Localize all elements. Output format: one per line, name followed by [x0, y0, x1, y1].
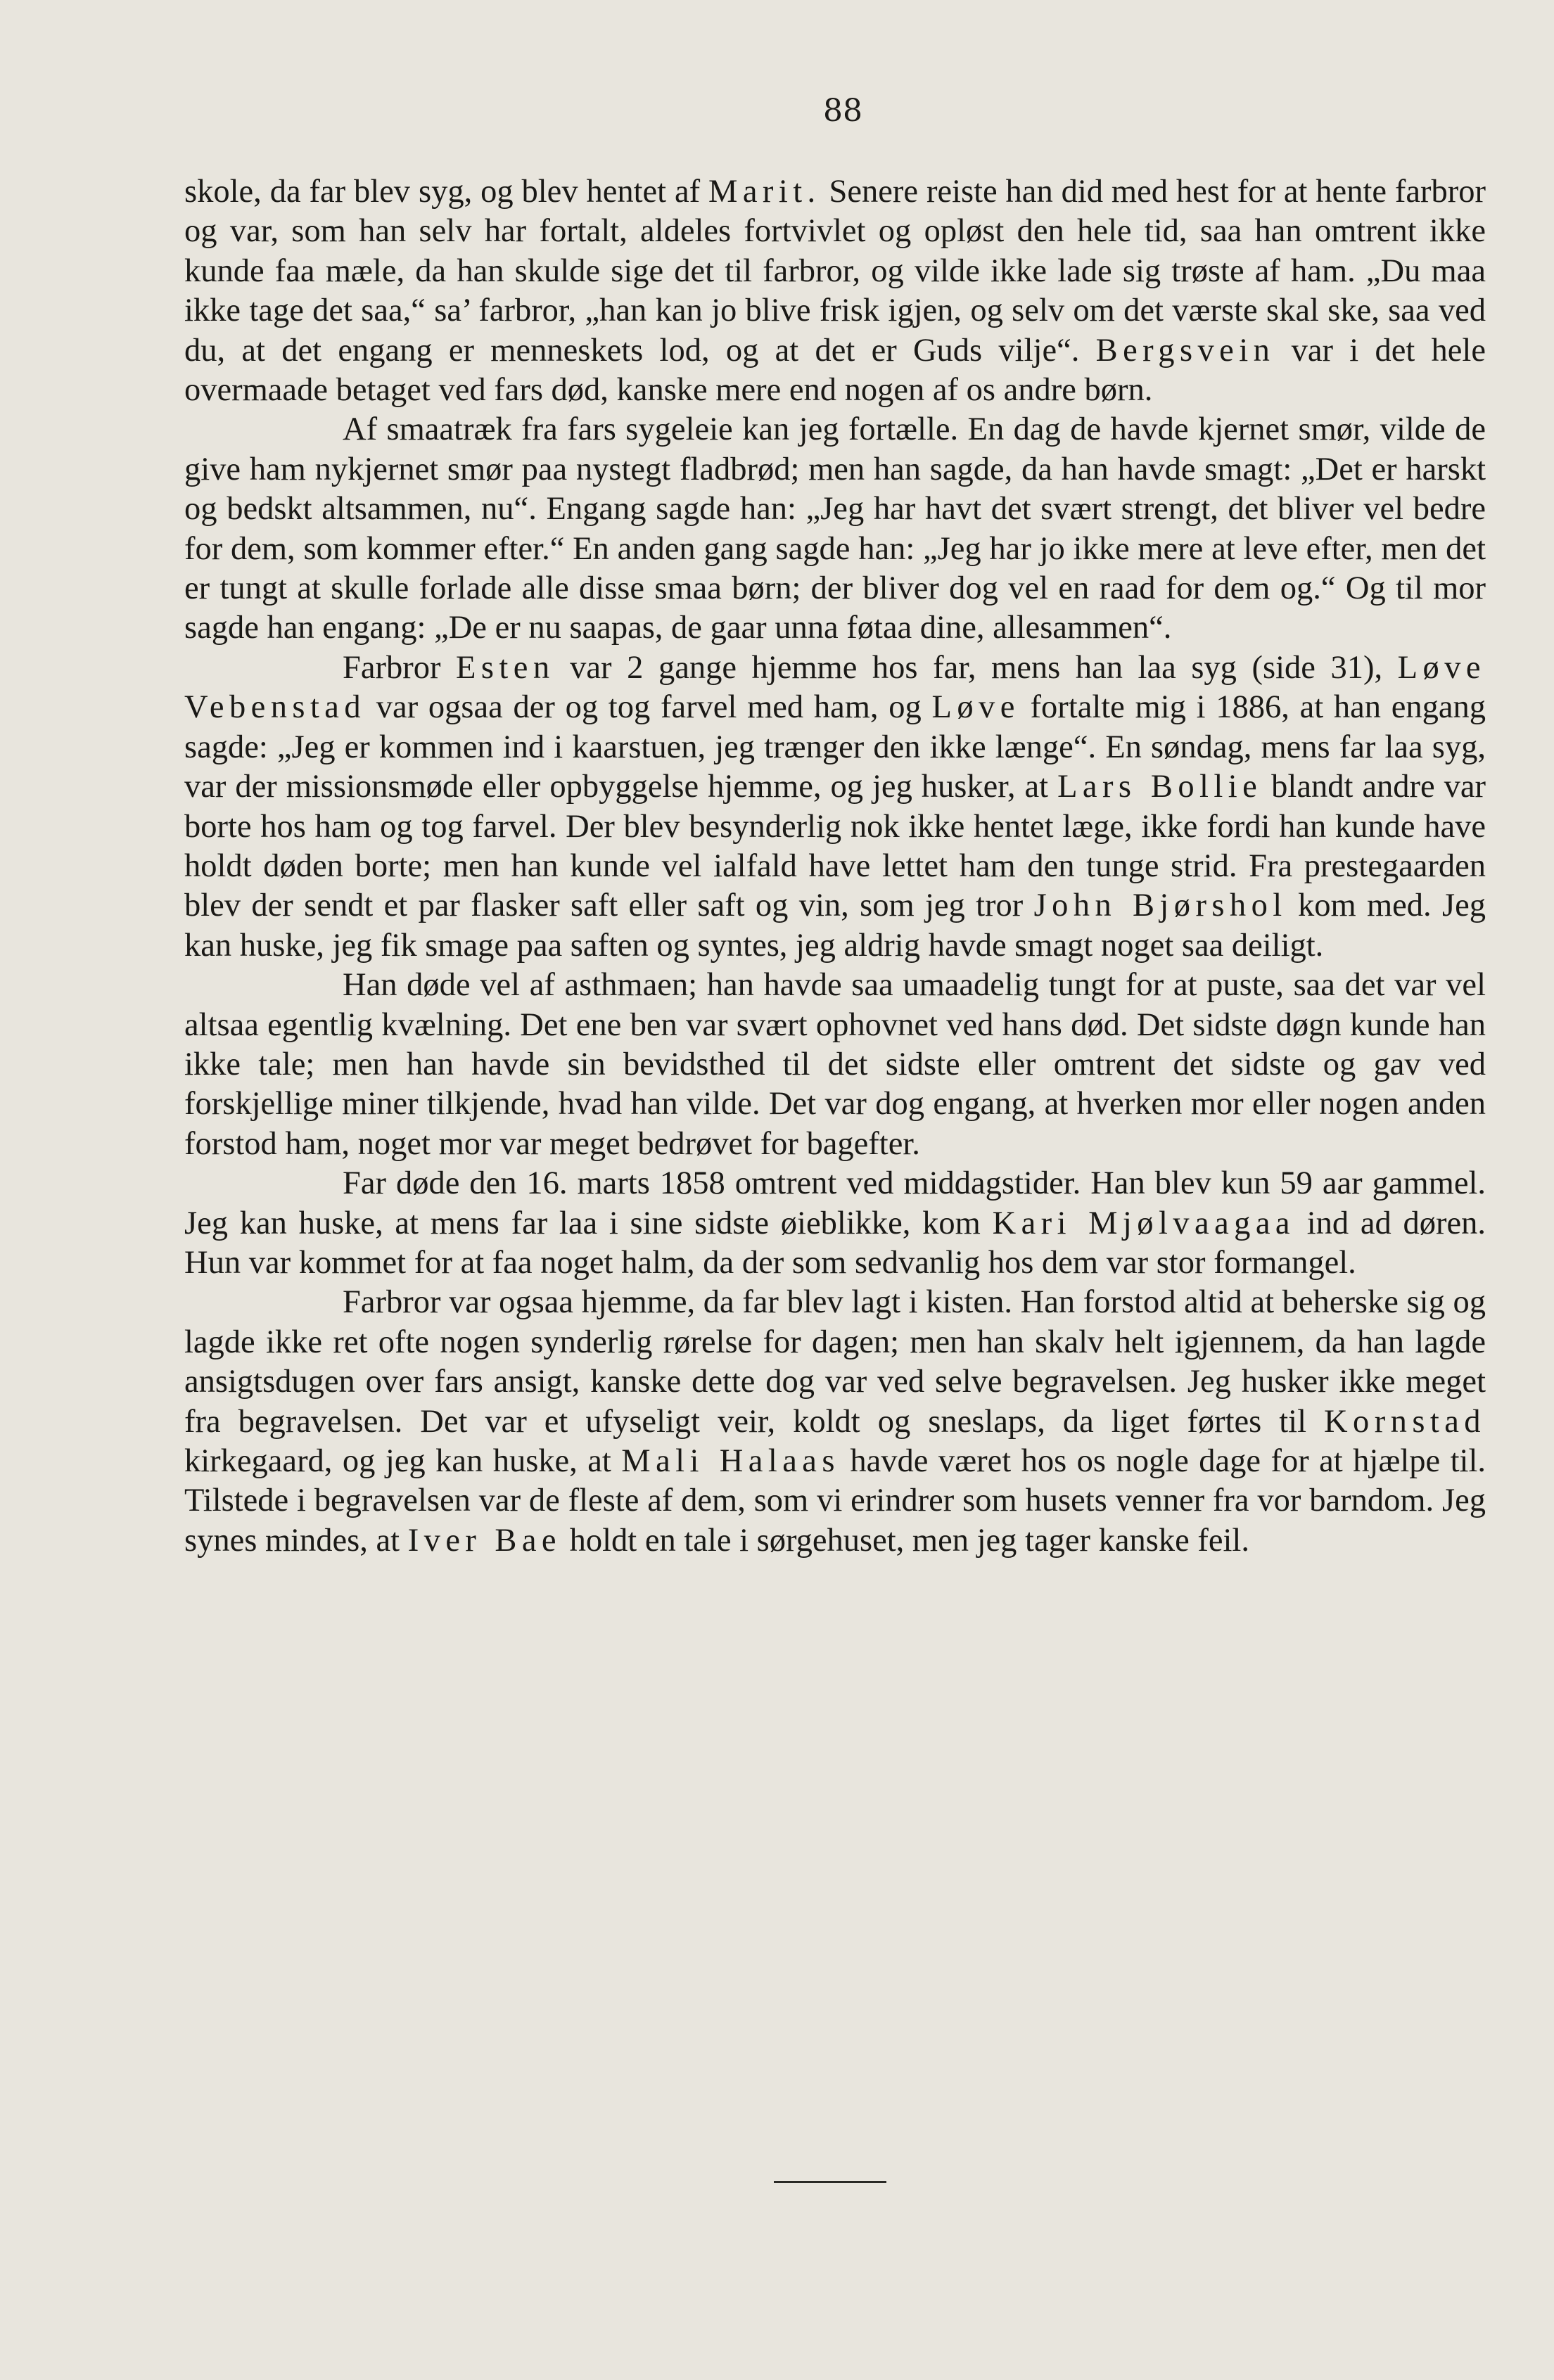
text-run: Af smaatræk fra fars sygeleie kan jeg fortælle. En dag de havde kjernet smør, vilde de give ham nykjernet smør paa nystegt fladbrød; men han sagde, da han havde smagt: „Det er harskt og bedskt altsammen, nu“. Engang sagde han: „Jeg har havt det svært strengt, det bliver vel bedre for dem, som kommer efter.“ En anden gang sagde han: „Jeg har jo ikke mere at leve efter, men det er tungt at skulle forlade alle disse smaa børn; der bliver dog vel en raad for dem og.“ Og til mor sagde han engang: „De er nu saapas, de gaar unna føtaa dine, allesammen“.: [184, 411, 1486, 646]
text-run: Farbror var ogsaa hjemme, da far blev lagt i kisten. Han forstod altid at beherske sig og lagde ikke ret ofte nogen synderlig rørelse for dagen; men han skalv helt igjennem, da han lagde ansigtsdugen over fars ansigt, kanske dette dog var ved selve begravelsen. Jeg husker ikke meget fra begravelsen. Det var et ufyseligt veir, koldt og sneslaps, da liget førtes til: [184, 1284, 1486, 1440]
paragraph: [184, 1164, 1486, 1283]
text-run: Far døde den 16. marts 1858 omtrent ved middagstider. Han blev kun 59 aar gammel. Jeg kan huske, at mens far laa i sine sidste øieblikke, kom: [184, 1165, 1486, 1241]
spaced-name: Lars Bollie: [1057, 769, 1263, 805]
paragraph: [184, 966, 1486, 1164]
text-run: Senere reiste han did med hest for at hente farbror og var, som han selv har fortalt, aldeles fortvivlet og opløst den hele tid, saa han omtrent ikke kunde faa mæle, da han skulde sige det til farbror, og vilde ikke lade sig trøste af ham. „Du maa ikke tage det saa,“ sa’ farbror, „han kan jo blive frisk igjen, og selv om det værste skal ske, saa ved du, at det engang er menneskets lod, og at det er Guds vilje“.: [184, 174, 1486, 369]
text-run: fortalte mig i 1886, at han engang sagde: „Jeg er kommen ind i kaarstuen, jeg trænger den ikke længe“. En søndag, mens far laa syg, var der missionsmøde eller opbyggelse hjemme, og jeg husker, at: [184, 689, 1486, 805]
text-run: blandt andre var borte hos ham og tog farvel. Der blev besynderlig nok ikke hentet læge, ikke fordi han kunde have holdt døden borte; men han kunde vel ialfald have lettet ham den tunge strid. Fra prestegaarden blev der sendt et par flasker saft eller saft og vin, som jeg tror: [184, 769, 1486, 924]
spaced-name: Iver Bae: [407, 1522, 562, 1559]
paragraph: [184, 172, 1486, 410]
paragraph: [184, 648, 1486, 966]
spaced-name: Marit.: [708, 174, 821, 210]
spaced-name: John Bjørshol: [1033, 888, 1287, 924]
text-run: skole, da far blev syg, og blev hentet af: [184, 174, 709, 210]
text-run: ind ad døren. Hun var kommet for at faa noget halm, da der som sedvanlig hos dem var stor formangel.: [184, 1205, 1486, 1281]
text-run: havde været hos os nogle dage for at hjælpe til. Tilstede i begravelsen var de fleste af dem, som vi erindrer som husets venner fra vor barndom. Jeg synes mindes, at: [184, 1443, 1486, 1559]
spaced-name: Kari Mjølvaagaa: [992, 1205, 1296, 1241]
text-run: var 2 gange hjemme hos far, mens han laa syg (side 31),: [554, 649, 1398, 686]
spaced-name: Esten: [456, 649, 555, 686]
end-rule: [774, 2181, 886, 2183]
spaced-name: Løve: [931, 689, 1020, 726]
text-run: var ogsaa der og tog farvel med ham, og: [366, 689, 932, 726]
spaced-name: Mali Halaas: [621, 1443, 840, 1479]
spaced-name: Kornstad: [1324, 1403, 1486, 1440]
text-run: Han døde vel af asthmaen; han havde saa umaadelig tungt for at puste, saa det var vel altsaa egentlig kvælning. Det ene ben var svært ophovnet ved hans død. Det sidste døgn kunde han ikke tale; men han havde sin bevidsthed til det sidste eller omtrent det sidste og gav ved forskjellige miner tilkjende, hvad han vilde. Det var dog engang, at hverken mor eller nogen anden forstod ham, noget mor var meget bedrøvet for bagefter.: [184, 967, 1486, 1162]
text-run: var i det hele overmaade betaget ved fars død, kanske mere end nogen af os andre børn.: [184, 332, 1486, 409]
text-run: kom med. Jeg kan huske, jeg fik smage paa saften og syntes, jeg aldrig havde smagt noget saa deiligt.: [184, 888, 1486, 964]
text-run: holdt en tale i sørgehuset, men jeg tager kanske feil.: [561, 1522, 1249, 1559]
text-run: kirkegaard, og jeg kan huske, at: [184, 1443, 622, 1479]
paragraph: [184, 1283, 1486, 1561]
body-text: [184, 172, 1486, 1561]
paragraph: [184, 410, 1486, 648]
spaced-name: Bergsvein: [1095, 332, 1275, 369]
page-number: 88: [823, 93, 862, 129]
text-run: Farbror: [343, 649, 457, 686]
spaced-name: Løve Vebenstad: [184, 649, 1486, 726]
